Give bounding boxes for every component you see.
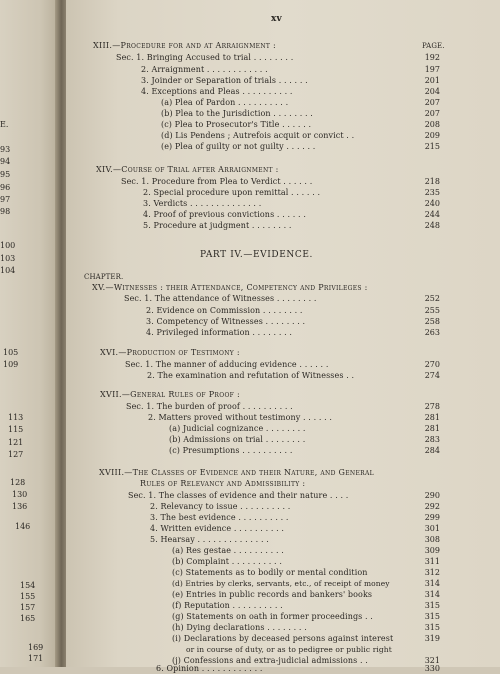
- toc-page: 255: [424, 306, 440, 315]
- margin-num: 165: [20, 614, 36, 623]
- page-column-label: PAGE.: [422, 42, 445, 50]
- toc-page: 207: [424, 98, 440, 107]
- toc-entry: (a) Plea of Pardon . . . . . . . . . .: [161, 98, 289, 107]
- toc-page: 278: [424, 402, 440, 411]
- toc-page: 240: [424, 199, 440, 208]
- margin-num: 96: [0, 183, 11, 192]
- toc-page: 301: [424, 524, 440, 533]
- margin-num: 97: [0, 195, 11, 204]
- margin-num: 98: [0, 207, 11, 216]
- toc-entry: 6. Opinion . . . . . . . . . . . .: [156, 664, 263, 673]
- margin-num: 95: [0, 170, 11, 179]
- toc-page: 311: [424, 557, 440, 566]
- margin-num: 103: [0, 254, 16, 263]
- toc-page: 315: [424, 612, 440, 621]
- toc-entry: 2. Matters proved without testimony . . . . . .: [148, 413, 333, 422]
- toc-entry: 4. Privileged information . . . . . . . .: [146, 328, 293, 337]
- toc-entry: Sec. 1. Procedure from Plea to Verdict . . . . . .: [121, 177, 313, 186]
- margin-num: 121: [8, 438, 24, 447]
- margin-num: 115: [8, 425, 24, 434]
- margin-num: 130: [12, 490, 28, 499]
- toc-page: 315: [424, 623, 440, 632]
- toc-page: 218: [424, 177, 440, 186]
- margin-num: 105: [3, 348, 19, 357]
- toc-entry: (b) Plea to the Jurisdiction . . . . . . . .: [161, 109, 313, 118]
- toc-entry: Sec. 1. The manner of adducing evidence . . . . . .: [125, 360, 329, 369]
- margin-num: 128: [10, 478, 26, 487]
- toc-entry: (f) Reputation . . . . . . . . . .: [172, 601, 283, 610]
- chapter-heading: XVI.—Production of Testimony :: [100, 348, 240, 357]
- toc-page: 312: [424, 568, 440, 577]
- chapter-heading: XIII.—Procedure for and at Arraignment :: [93, 41, 277, 50]
- toc-entry: (b) Admissions on trial . . . . . . . .: [169, 435, 306, 444]
- toc-entry: 2. Evidence on Commission . . . . . . . .: [146, 306, 303, 315]
- toc-page: 263: [424, 328, 440, 337]
- margin-num: 100: [0, 241, 16, 250]
- toc-entry: 4. Written evidence . . . . . . . . . .: [150, 524, 285, 533]
- margin-num: 171: [28, 654, 44, 663]
- toc-page: 248: [424, 221, 440, 230]
- toc-entry: (c) Statements as to bodily or mental condition: [172, 568, 368, 577]
- left-page-edge: [0, 0, 58, 667]
- margin-num: 94: [0, 157, 11, 166]
- toc-entry: 2. Arraignment . . . . . . . . . . . .: [141, 65, 268, 74]
- toc-entry-cont: or in course of duty, or as to pedigree or public right: [186, 645, 392, 654]
- toc-page: 330: [424, 664, 440, 673]
- toc-page: 290: [424, 491, 440, 500]
- margin-num: 104: [0, 266, 16, 275]
- toc-page: 258: [424, 317, 440, 326]
- toc-entry: Sec. 1. The classes of evidence and their nature . . . .: [128, 491, 349, 500]
- toc-entry: (j) Confessions and extra-judicial admissions . .: [172, 656, 368, 665]
- toc-entry: 3. Verdicts . . . . . . . . . . . . . .: [143, 199, 262, 208]
- toc-entry: (a) Judicial cognizance . . . . . . . .: [169, 424, 306, 433]
- margin-num: E.: [0, 120, 9, 129]
- toc-page: 308: [424, 535, 440, 544]
- toc-entry: (e) Entries in public records and bankers' books: [172, 590, 373, 599]
- toc-entry: (c) Presumptions . . . . . . . . . .: [169, 446, 293, 455]
- margin-num: 136: [12, 502, 28, 511]
- margin-num: 169: [28, 643, 44, 652]
- toc-page: 209: [424, 131, 440, 140]
- toc-page: 314: [424, 579, 440, 588]
- toc-entry: (i) Declarations by deceased persons against interest: [172, 634, 394, 643]
- toc-entry: (b) Complaint . . . . . . . . . .: [172, 557, 282, 566]
- toc-page: 270: [424, 360, 440, 369]
- toc-page: 321: [424, 656, 440, 665]
- toc-entry: 3. The best evidence . . . . . . . . . .: [150, 513, 289, 522]
- toc-entry: (h) Dying declarations . . . . . . . .: [172, 623, 307, 632]
- toc-page: 283: [424, 435, 440, 444]
- chapter-heading-cont: Rules of Relevancy and Admissibility :: [140, 479, 306, 488]
- toc-entry: Sec. 1. The attendance of Witnesses . . . . . . . .: [124, 294, 317, 303]
- toc-page: 319: [424, 634, 440, 643]
- chapter-heading: XVIII.—The Classes of Evidence and their Nature, and General: [99, 468, 374, 477]
- toc-entry: (d) Entries by clerks, servants, etc., of receipt of money: [172, 579, 390, 588]
- toc-page: 314: [424, 590, 440, 599]
- margin-num: 154: [20, 581, 36, 590]
- toc-entry: Sec. 1. The burden of proof . . . . . . . . . .: [126, 402, 293, 411]
- toc-entry: 3. Joinder or Separation of trials . . . . . .: [141, 76, 308, 85]
- toc-page: 284: [424, 446, 440, 455]
- toc-page: 315: [424, 601, 440, 610]
- toc-entry: Sec. 1. Bringing Accused to trial . . . . . . . .: [116, 53, 294, 62]
- margin-num: 109: [3, 360, 19, 369]
- toc-page: 215: [424, 142, 440, 151]
- chapter-heading: XVII.—General Rules of Proof :: [100, 390, 240, 399]
- toc-page: 204: [424, 87, 440, 96]
- margin-num: 155: [20, 592, 36, 601]
- toc-entry: 3. Competency of Witnesses . . . . . . . .: [146, 317, 306, 326]
- chapter-heading: XV.—Witnesses : their Attendance, Competency and Privileges :: [92, 283, 368, 292]
- toc-entry: 5. Hearsay . . . . . . . . . . . . . .: [150, 535, 269, 544]
- toc-entry: 2. The examination and refutation of Witnesses . .: [147, 371, 355, 380]
- margin-num: 127: [8, 450, 24, 459]
- toc-page: 309: [424, 546, 440, 555]
- toc-entry: (e) Plea of guilty or not guilty . . . . . .: [161, 142, 316, 151]
- toc-entry: 4. Proof of previous convictions . . . . . .: [143, 210, 306, 219]
- chapter-column-label: CHAPTER.: [84, 273, 124, 281]
- toc-page: 207: [424, 109, 440, 118]
- toc-page: 192: [424, 53, 440, 62]
- toc-entry: 4. Exceptions and Pleas . . . . . . . . . .: [141, 87, 293, 96]
- toc-page: 235: [424, 188, 440, 197]
- toc-page: 281: [424, 413, 440, 422]
- toc-page: 208: [424, 120, 440, 129]
- toc-page: 274: [424, 371, 440, 380]
- toc-entry: (g) Statements on oath in former proceedings . .: [172, 612, 373, 621]
- toc-page: 292: [424, 502, 440, 511]
- toc-entry: 2. Relevancy to issue . . . . . . . . . .: [150, 502, 291, 511]
- toc-page: 252: [424, 294, 440, 303]
- toc-entry: (c) Plea to Prosecutor's Title . . . . . .: [161, 120, 312, 129]
- part-title: PART IV.—EVIDENCE.: [200, 250, 313, 260]
- toc-page: 197: [424, 65, 440, 74]
- chapter-heading: XIV.—Course of Trial after Arraignment :: [96, 165, 279, 174]
- margin-num: 157: [20, 603, 36, 612]
- toc-page: 299: [424, 513, 440, 522]
- margin-num: 93: [0, 145, 11, 154]
- toc-page: 281: [424, 424, 440, 433]
- toc-page: 244: [424, 210, 440, 219]
- margin-num: 113: [8, 413, 24, 422]
- toc-entry: (a) Res gestae . . . . . . . . . .: [172, 546, 284, 555]
- toc-entry: 2. Special procedure upon remittal . . . . . .: [143, 188, 321, 197]
- margin-num: 146: [15, 522, 31, 531]
- toc-entry: (d) Lis Pendens ; Autrefois acquit or convict . .: [161, 131, 355, 140]
- toc-page: 201: [424, 76, 440, 85]
- page-header: xv: [271, 14, 282, 24]
- toc-entry: 5. Procedure at judgment . . . . . . . .: [143, 221, 292, 230]
